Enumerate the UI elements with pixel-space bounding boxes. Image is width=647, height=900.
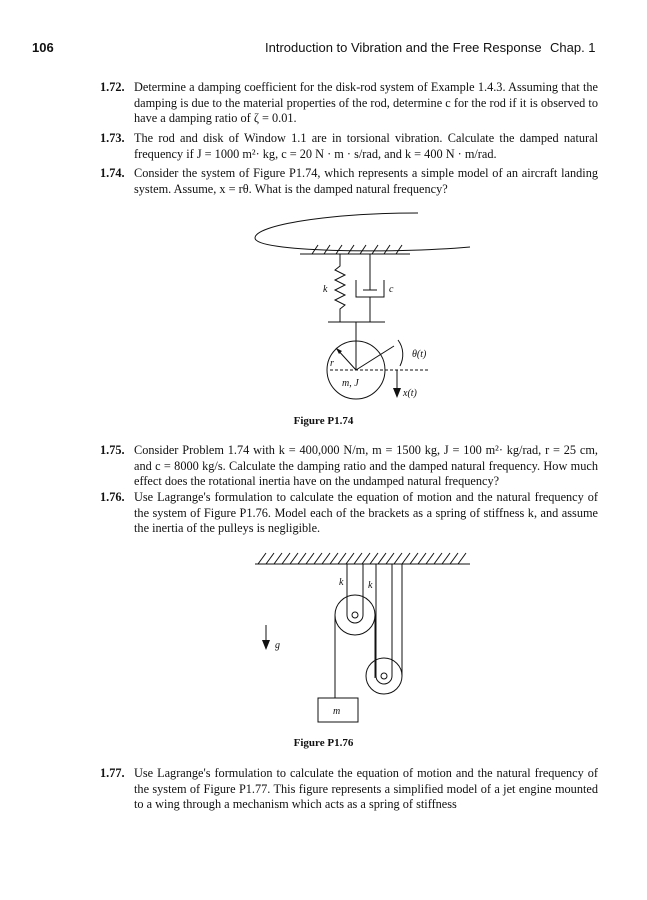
upper-pulley: [335, 595, 375, 635]
ceiling-hatching: [258, 553, 466, 564]
label-k-right: k: [368, 580, 373, 591]
problem-number: 1.74.: [100, 166, 125, 180]
support-hatching: [312, 245, 402, 254]
x-arrow-head: [393, 388, 401, 398]
problem-text: Use Lagrange's formulation to calculate the equation of motion and the natural frequency of the system of Figure P1.77. This figure represents a simplified model of a jet engine mounted to a wing through a mechanism which acts as a spring of stiffness: [134, 766, 598, 812]
gravity-arrow-head: [262, 640, 270, 650]
theta-arc: [398, 340, 403, 366]
running-title: Introduction to Vibration and the Free Response: [265, 40, 542, 55]
figure-p1-76: [0, 540, 647, 730]
label-g: g: [275, 640, 280, 651]
problem-1-75: [100, 443, 598, 490]
label-r: r: [330, 358, 334, 369]
page-number: 106: [32, 40, 54, 55]
figure-p1-76-caption: Figure P1.76: [293, 737, 354, 749]
label-x: x(t): [403, 388, 417, 399]
problem-1-77: [100, 766, 598, 813]
label-mJ: m, J: [342, 378, 359, 389]
problem-text: Consider Problem 1.74 with k = 400,000 N/m, m = 1500 kg, J = 100 m²· kg/rad, r = 25 cm, and c = 8000 kg/s. Calculate the damping ratio and the damped natural frequency. How much effect does the rotational inertia have on the undamped natural frequency?: [134, 443, 598, 489]
problem-number: 1.76.: [100, 490, 125, 504]
problem-text: Use Lagrange's formulation to calculate the equation of motion and the natural frequency of the system of Figure P1.76. Model each of the brackets as a spring of stiffness k, and assume the inertia of the pulleys is negligible.: [134, 490, 598, 536]
aircraft-body-outline: [255, 213, 470, 251]
lower-pulley: [366, 658, 402, 694]
problem-text: The rod and disk of Window 1.1 are in torsional vibration. Calculate the damped natural frequency if J = 1000 m²· kg, c = 20 N · m · s/rad, and k = 400 N · m/rad.: [134, 131, 598, 161]
label-c: c: [389, 284, 394, 295]
label-theta: θ(t): [412, 349, 427, 360]
problem-number: 1.73.: [100, 131, 125, 145]
figure-p1-74-caption: Figure P1.74: [293, 415, 354, 427]
label-k: k: [323, 284, 328, 295]
problem-text: Consider the system of Figure P1.74, which represents a simple model of an aircraft landing system. Assume, x = rθ. What is the damped natural frequency?: [134, 166, 598, 196]
label-m: m: [333, 706, 341, 717]
bracket-left: [347, 564, 363, 623]
problem-number: 1.72.: [100, 80, 125, 94]
bracket-right: [376, 564, 392, 684]
problem-number: 1.75.: [100, 443, 125, 457]
problem-number: 1.77.: [100, 766, 125, 780]
problem-text: Determine a damping coefficient for the disk-rod system of Example 1.4.3. Assuming that the damping is due to the material properties of the rod, determine c for the rod if it is observed to have a damping ratio of ζ = 0.01.: [134, 80, 598, 126]
problem-1-76: [100, 490, 598, 537]
spring: [335, 254, 345, 322]
figure-p1-74: [0, 0, 647, 430]
label-k-left: k: [339, 577, 344, 588]
theta-reference-line: [356, 346, 394, 370]
chapter-label: Chap. 1: [550, 40, 596, 55]
